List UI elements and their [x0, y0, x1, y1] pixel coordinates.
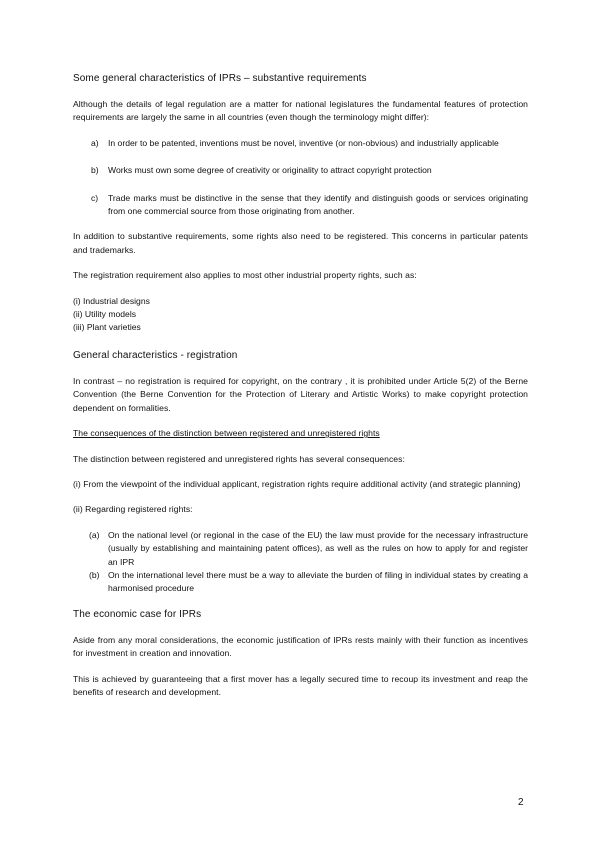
- economic-paragraph-2: This is achieved by guaranteeing that a first mover has a legally secured time to recoup its investment and reap the benefits of research and development.: [73, 673, 528, 697]
- list-marker: b): [91, 165, 99, 176]
- registered-rights-list: [73, 529, 528, 596]
- section-heading-substantive: Some general characteristics of IPRs – substantive requirements: [73, 73, 367, 84]
- list-item: (iii) Plant varieties: [73, 322, 141, 333]
- economic-paragraph-1: Aside from any moral considerations, the economic justification of IPRs rests mainly with their function as incentives for investment in creation and innovation.: [73, 634, 528, 659]
- point-two-paragraph: (ii) Regarding registered rights:: [73, 504, 193, 515]
- section-heading-economic: The economic case for IPRs: [73, 608, 202, 620]
- list-marker: c): [91, 192, 99, 203]
- registration-addition-paragraph: In addition to substantive requirements, some rights also need to be registered. This concerns in particular patents and trademarks.: [73, 231, 528, 255]
- list-marker: (b): [89, 569, 100, 580]
- document-page: [73, 72, 528, 711]
- list-item-text: In order to be patented, inventions must be novel, inventive (or non-obvious) and industrially applicable: [108, 137, 499, 148]
- requirements-list: [73, 137, 528, 219]
- list-item: (ii) Utility models: [73, 309, 137, 320]
- list-item: [73, 192, 528, 219]
- list-item: [73, 164, 528, 177]
- list-item: [73, 569, 528, 596]
- list-item: (i) Industrial designs: [73, 295, 150, 306]
- industrial-rights-list: [73, 295, 528, 335]
- section-heading-registration: General characteristics - registration: [73, 349, 238, 361]
- distinction-paragraph: The distinction between registered and unregistered rights has several consequences:: [73, 453, 405, 464]
- list-item-text: On the international level there must be a way to alleviate the burden of filing in individual states by creating a harmonised procedure: [108, 569, 528, 594]
- page-number: 2: [518, 797, 524, 808]
- list-item-text: On the national level (or regional in the case of the EU) the law must provide for the necessary infrastructure (usually by establishing and maintaining patent offices), as well as the rules on how to apply for and register an IPR: [108, 529, 528, 567]
- list-marker: (a): [89, 529, 100, 540]
- list-item-text: Works must own some degree of creativity or originality to attract copyright protection: [108, 165, 432, 176]
- list-marker: a): [91, 137, 99, 148]
- intro-paragraph: Although the details of legal regulation are a matter for national legislatures the fundamental features of protection requirements are largely the same in all countries (even though the terminology might differ):: [73, 99, 528, 123]
- point-one-paragraph: (i) From the viewpoint of the individual applicant, registration rights require additional activity (and strategic planning): [73, 478, 521, 489]
- list-item: [73, 529, 528, 569]
- list-item-text: Trade marks must be distinctive in the sense that they identify and distinguish goods or services originating from one commercial source from those originating from another.: [108, 192, 528, 217]
- copyright-contrast-paragraph: In contrast – no registration is required for copyright, on the contrary , it is prohibited under Article 5(2) of the Berne Convention (the Berne Convention for the Protection of Literary and Artistic Works) to make copyright protection dependent on formalities.: [73, 375, 528, 413]
- registration-intro-paragraph: The registration requirement also applies to most other industrial property rights, such as:: [73, 270, 417, 281]
- consequences-subheading: The consequences of the distinction between registered and unregistered rights: [73, 428, 380, 439]
- list-item: [73, 137, 528, 150]
